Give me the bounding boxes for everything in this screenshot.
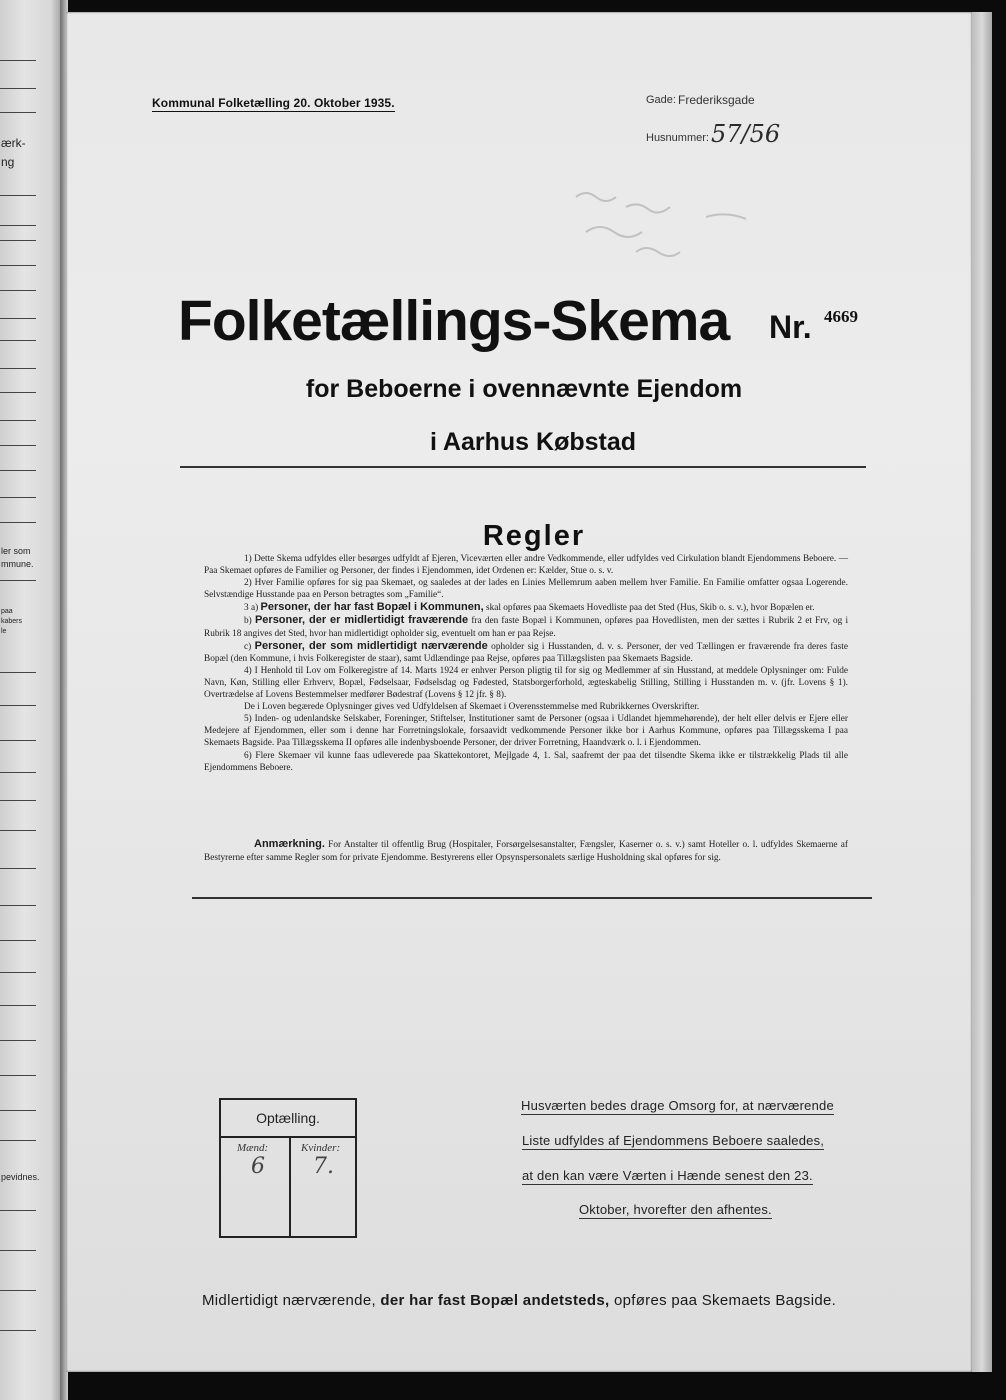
rules-text	[204, 553, 848, 774]
rules-heading: Regler	[482, 520, 586, 552]
divider-bottom	[192, 897, 872, 899]
rule-5: 5) Inden- og udenlandske Selskaber, Foreninger, Stiftelser, Institutioner samt de Personer (ogsaa i Udlandet hjemmehørende), der helt eller delvis er Ejere eller Medejere af Ejendommen, eller som i denne har Forretningslokale, forsaavidt vedkommende Personer ikke bor i Aarhus Kommune, opføres paa Tillægsskema I paa Skemaets Bagside. Paa Tillægsskema II opføres alle indenbysboende Personer, der driver Forretning, Haandværk o. l. i Ejendommen.	[204, 714, 848, 749]
subtitle-residents: for Beboerne i ovennævnte Ejendom	[305, 375, 743, 403]
form-title: Folketællings-Skema	[178, 289, 730, 353]
men-count: 6	[251, 1154, 265, 1179]
notice-line-1: Husværten bedes drage Omsorg for, at nærværende	[521, 1098, 834, 1113]
remark-heading: Anmærkning.	[254, 838, 325, 850]
left-page-text: ærk-	[1, 136, 26, 150]
left-page-text: pevidnes.	[1, 1172, 40, 1182]
street-label: Gade:	[646, 94, 676, 106]
men-label: Mænd:	[237, 1142, 269, 1154]
census-form-sheet	[66, 12, 972, 1372]
page-edge	[972, 12, 992, 1372]
remark-text: For Anstalter til offentlig Brug (Hospitaler, Forsørgelsesanstalter, Fængsler, Kaserner o. s. v.) samt Hoteller o. l. udfyldes Skemaerne af Bestyrerne efter samme Regler som for private Ejendomme. Bestyrerens eller Opsynspersonalets særlige Husholdning skal opføres for sig.	[204, 840, 848, 863]
women-count: 7.	[313, 1154, 334, 1179]
notice-line-3: at den kan være Værten i Hænde senest den 23.	[522, 1168, 813, 1183]
rule-3b: b) Personer, der er midlertidigt fraværende fra den faste Bopæl i Kommunen, opføres paa Hovedlisten, men der sættes i Rubrik 2 et Frv, og i Rubrik 18 angives det Sted, hvor han midlertidigt opholder sig, eventuelt om han er paa Rejse.	[204, 614, 849, 639]
rule-6: 6) Flere Skemaer vil kunne faas udleverede paa Skattekontoret, Mejlgade 4, 1. Sal, saafremt der paa det tilsendte Skema ikke er tilstrækkelig Plads til alle Ejendommens Beboere.	[204, 750, 848, 773]
count-title: Optælling.	[256, 1110, 320, 1126]
rule-3c: c) Personer, der som midlertidigt nærværende opholder sig i Husstanden, d. v. s. Personer, der ved Tællingen er fraværende fra deres faste Bopæl (den Kommune, i hvis Folkeregister de staar), samt Udlændinge paa Rejse, opføres paa Tillægslisten paa Skemaets Bagside.	[204, 639, 848, 664]
remark	[204, 838, 848, 864]
rule-3a: 3 a) Personer, der har fast Bopæl i Kommunen, skal opføres paa Skemaets Hovedliste paa det Sted (Hus, Skib o. s. v.), hvor Bopælen er.	[244, 601, 815, 614]
form-number: 4669	[824, 307, 858, 326]
rule-4b: De i Loven begærede Oplysninger gives ved Udfyldelsen af Skemaet i Overensstemmelse med Rubrikkernes Overskrifter.	[244, 702, 700, 713]
subtitle-town: i Aarhus Købstad	[429, 428, 637, 456]
house-number-value: 57/56	[711, 120, 781, 148]
rule-1: 1) Dette Skema udfyldes eller besørges udfyldt af Ejeren, Viceværten eller andre Vedkommende, eller udfyldes ved Cirkulation blandt Ejendommens Beboere. — Paa Skemaet opføres de Familier og Personer, der findes i Ejendommen, idet Ordenen er: Kælder, Stue o. s. v.	[204, 554, 848, 577]
house-number-label: Husnummer:	[646, 132, 709, 144]
rule-4: 4) I Henhold til Lov om Folkeregistre af 14. Marts 1924 er enhver Person pligtig til for sig og Medlemmer af sin Husstand, at meddele Oplysninger om: Fulde Navn, Køn, Stilling eller Erhverv, Bopæl, Fødselsaar, Fødselsdag og Fødested, Statsborgerforhold, ægteskabelig Stilling, Stilling i Husstanden m. v. (jfr. Lovens § 1). Overtrædelse af Lovens Bestemmelser medfører Bødestraf (Lovens § 12 jfr. § 8).	[204, 665, 848, 701]
divider-top	[180, 466, 866, 468]
footer-note: Midlertidigt nærværende, der har fast Bopæl andetsteds, opføres paa Skemaets Bagside.	[202, 1292, 837, 1309]
left-page-text: ng	[1, 155, 15, 169]
women-label: Kvinder:	[301, 1142, 341, 1154]
census-label: Kommunal Folketælling 20. Oktober 1935.	[152, 96, 395, 110]
notice-line-2: Liste udfyldes af Ejendommens Beboere saaledes,	[522, 1133, 825, 1148]
left-page-text: paa	[1, 608, 13, 615]
count-box	[219, 1098, 357, 1238]
left-page-text: mmune.	[1, 559, 34, 569]
left-facing-page	[0, 0, 60, 1400]
left-page-text: ler som	[1, 546, 31, 556]
left-page-text: kabers	[1, 618, 23, 625]
street-value: Frederiksgade	[678, 93, 755, 107]
rule-2: 2) Hver Familie opføres for sig paa Skemaet, og saaledes at der lades en Linies Mellemrum aaben mellem hver Familie. En Familie omfatter ogsaa Logerende. Selvstændige Husstande paa en Person betragtes som „Familie“.	[204, 578, 848, 601]
bleed-through-marks	[566, 177, 786, 277]
notice-line-4: Oktober, hvorefter den afhentes.	[579, 1202, 772, 1217]
left-page-text: le	[1, 628, 7, 635]
number-label: Nr.	[769, 309, 812, 345]
